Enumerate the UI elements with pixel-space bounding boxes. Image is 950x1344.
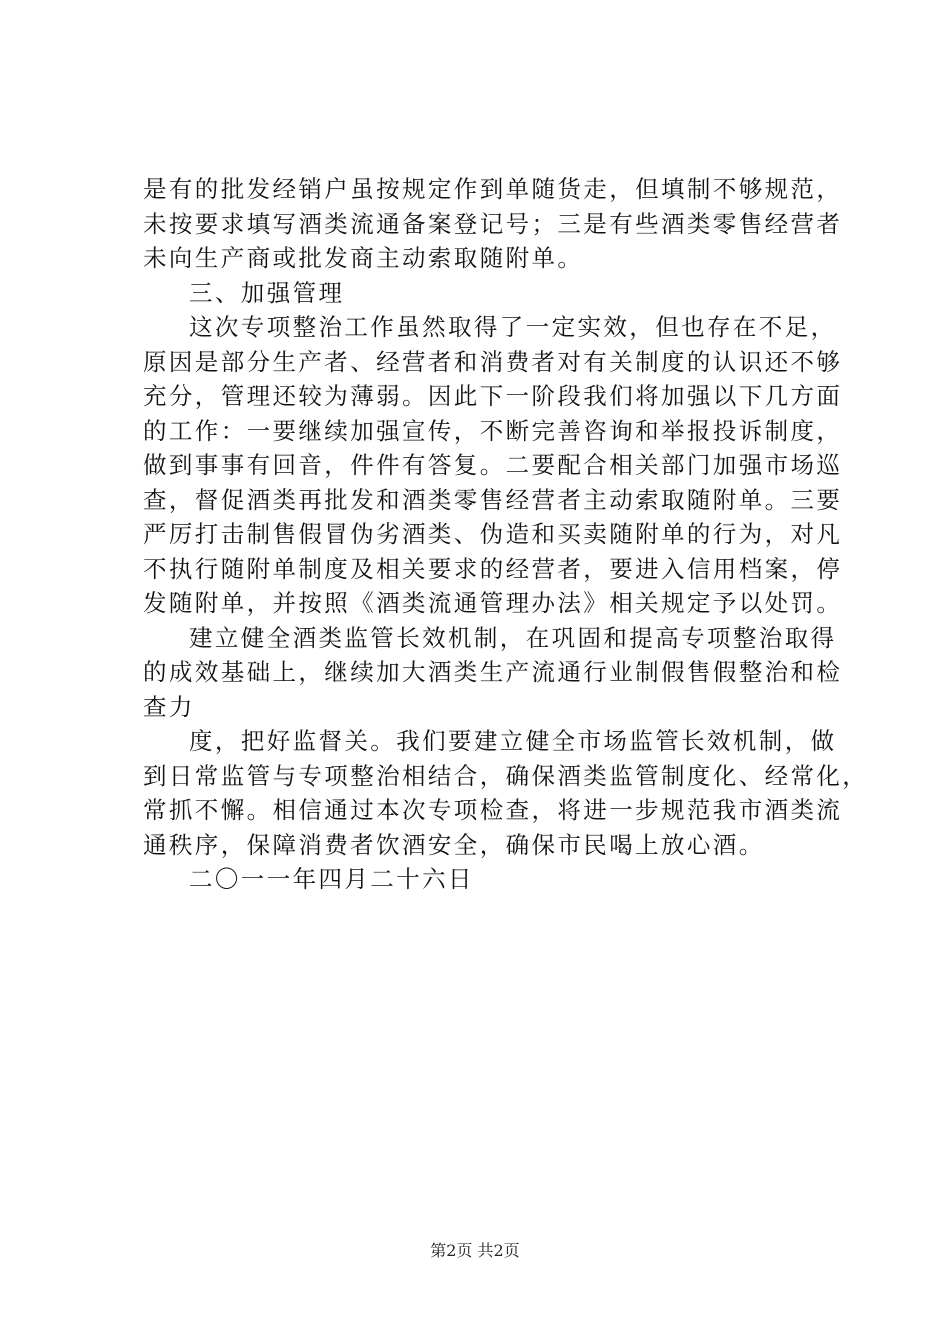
text-line: 常抓不懈。相信通过本次专项检查，将进一步规范我市酒类流	[143, 796, 843, 824]
text-line: 的工作：一要继续加强宣传，不断完善咨询和举报投诉制度，	[143, 416, 843, 445]
text-line: 未按要求填写酒类流通备案登记号；三是有些酒类零售经营者	[143, 209, 843, 238]
text-line: 查，督促酒类再批发和酒类零售经营者主动索取随附单。三要	[143, 485, 843, 514]
text-line: 发随附单，并按照《酒类流通管理办法》相关规定予以处罚。	[143, 589, 843, 617]
text-line: 度，把好监督关。我们要建立健全市场监管长效机制，做	[189, 727, 837, 755]
page-number-footer: 第2页 共2页	[430, 1241, 520, 1260]
document-body	[143, 172, 869, 897]
text-line: 不执行随附单制度及相关要求的经营者，要进入信用档案，停	[143, 554, 843, 583]
text-line: 充分，管理还较为薄弱。因此下一阶段我们将加强以下几方面	[143, 382, 843, 410]
text-line: 建立健全酒类监管长效机制，在巩固和提高专项整治取得	[189, 623, 837, 652]
text-line: 到日常监管与专项整治相结合，确保酒类监管制度化、经常化，	[143, 761, 869, 790]
text-line: 的成效基础上，继续加大酒类生产流通行业制假售假整治和检	[143, 658, 843, 686]
text-line: 这次专项整治工作虽然取得了一定实效，但也存在不足，	[189, 313, 837, 341]
text-line: 未向生产商或批发商主动索取随附单。	[143, 244, 584, 272]
text-line: 是有的批发经销户虽按规定作到单随货走，但填制不够规范，	[143, 175, 843, 203]
text-line: 做到事事有回音，件件有答复。二要配合相关部门加强市场巡	[143, 451, 843, 479]
section-heading: 三、加强管理	[189, 278, 345, 307]
date-line: 二〇一一年四月二十六日	[189, 865, 474, 893]
text-line: 严厉打击制售假冒伪劣酒类、伪造和买卖随附单的行为，对凡	[143, 520, 843, 548]
text-line: 通秩序，保障消费者饮酒安全，确保市民喝上放心酒。	[143, 830, 765, 859]
text-line: 原因是部分生产者、经营者和消费者对有关制度的认识还不够	[143, 347, 843, 376]
text-line: 查力	[143, 692, 195, 721]
